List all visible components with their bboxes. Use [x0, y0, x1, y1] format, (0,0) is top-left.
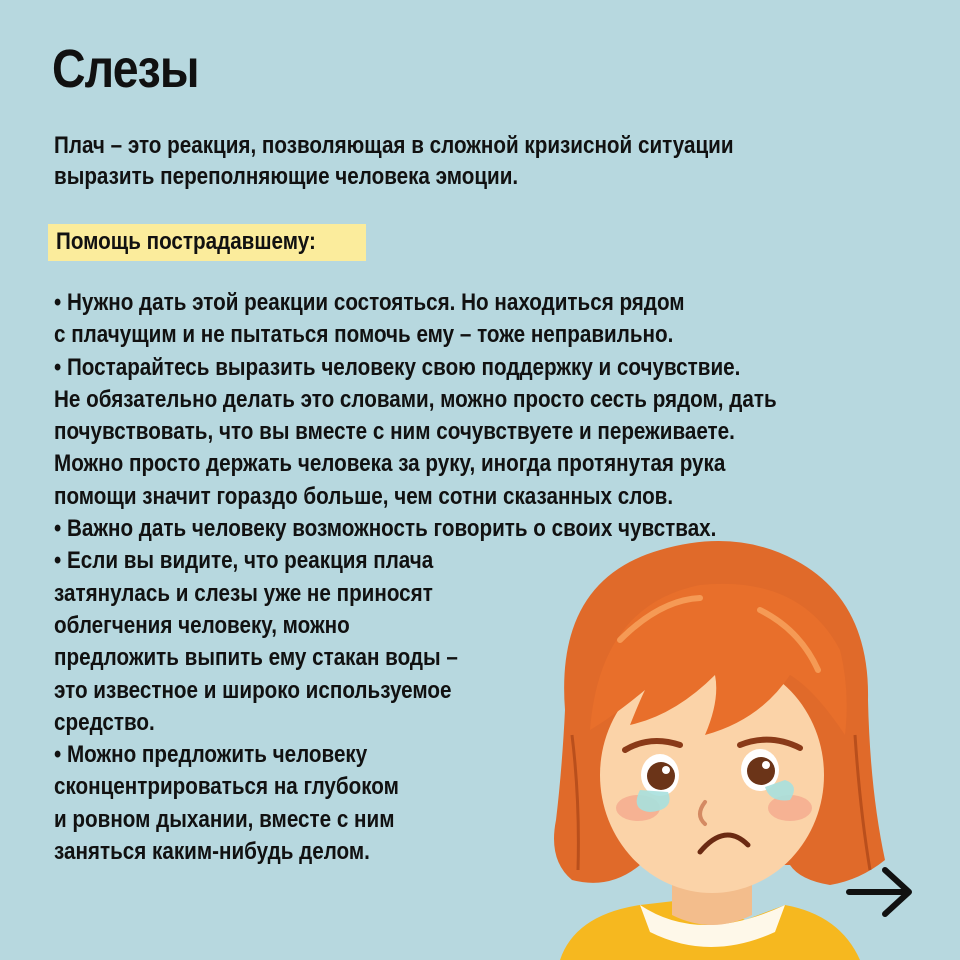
tip-line: • Постарайтесь выразить человеку свою поддержку и сочувствие. [54, 353, 741, 381]
tip-line: затянулась и слезы уже не приносят [54, 579, 433, 607]
intro-line: выразить переполняющие человека эмоции. [54, 163, 519, 190]
pupil-right [747, 757, 775, 785]
tip-line: предложить выпить ему стакан воды – [54, 644, 458, 672]
tip-line: • Если вы видите, что реакция плача [54, 547, 434, 575]
eye-shine [762, 761, 770, 769]
help-heading-highlight [48, 224, 366, 261]
tip-line: это известное и широко используемое [54, 676, 452, 704]
tip-line: • Нужно дать этой реакции состояться. Но находиться рядом [54, 289, 685, 316]
tip-line: средство. [54, 708, 155, 736]
eye-shine [662, 766, 670, 774]
pupil-left [647, 762, 675, 790]
intro-text [54, 130, 888, 192]
tip-line: сконцентрироваться на глубоком [54, 773, 399, 801]
next-arrow-icon[interactable] [845, 862, 917, 922]
tip-line: почувствовать, что вы вместе с ним сочувствуете и переживаете. [54, 418, 735, 446]
intro-line: Плач – это реакция, позволяющая в сложной кризисной ситуации [54, 132, 734, 159]
tip-line: облегчения человеку, можно [54, 611, 350, 639]
tip-line: • Важно дать человеку возможность говорить о своих чувствах. [54, 515, 717, 543]
tip-line: и ровном дыхании, вместе с ним [54, 805, 395, 833]
tip-line: с плачущим и не пытаться помочь ему – тоже неправильно. [54, 321, 674, 349]
tip-line: заняться каким-нибудь делом. [54, 838, 370, 866]
tip-line: Не обязательно делать это словами, можно просто сесть рядом, дать [54, 385, 777, 413]
tip-line: Можно просто держать человека за руку, иногда протянутая рука [54, 450, 726, 478]
page-title: Слезы [52, 39, 199, 99]
help-heading: Помощь пострадавшему: [56, 228, 316, 255]
tip-line: • Можно предложить человеку [54, 741, 368, 769]
tip-line: помощи значит гораздо больше, чем сотни сказанных слов. [54, 482, 674, 510]
